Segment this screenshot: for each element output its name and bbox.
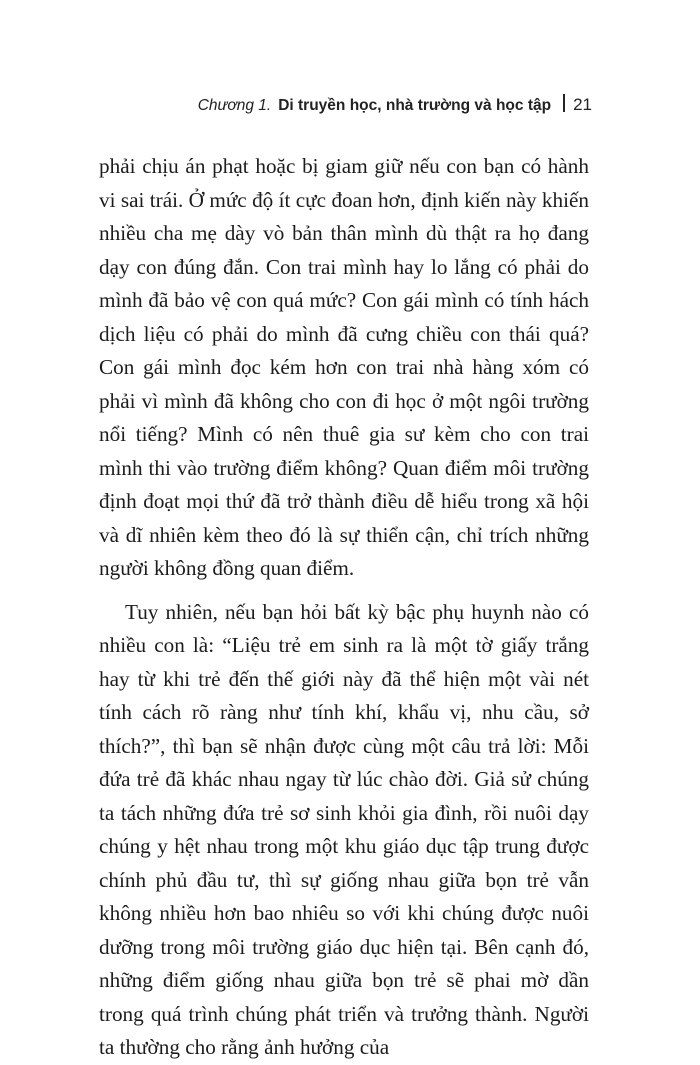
chapter-label: Chương 1.	[197, 97, 272, 114]
header-divider	[563, 94, 565, 112]
chapter-title: Di truyền học, nhà trường và học tập	[278, 97, 552, 114]
paragraph: phải chịu án phạt hoặc bị giam giữ nếu con bạn có hành vi sai trái. Ở mức độ ít cực đoan hơn, định kiến này khiến nhiều cha mẹ dày vò bản thân mình dù thật ra họ đang dạy con đúng đắn. Con trai mình hay lo lắng có phải do mình đã bảo vệ con quá mức? Con gái mình có tính hách dịch liệu có phải do mình đã cưng chiều con thái quá? Con gái mình đọc kém hơn con trai nhà hàng xóm có phải vì mình đã không cho con đi học ở một ngôi trường nổi tiếng? Mình có nên thuê gia sư kèm cho con trai mình thi vào trường điểm không? Quan điểm môi trường định đoạt mọi thứ đã trở thành điều dễ hiểu trong xã hội và dĩ nhiên kèm theo đó là sự thiển cận, chỉ trích những người không đồng quan điểm.	[99, 154, 589, 580]
running-header	[198, 92, 592, 118]
page-body	[99, 150, 589, 1065]
paragraph: Tuy nhiên, nếu bạn hỏi bất kỳ bậc phụ huynh nào có nhiều con là: “Liệu trẻ em sinh ra là một tờ giấy trắng hay từ khi trẻ đến thế giới này đã thể hiện một vài nét tính cách rõ ràng như tính khí, khẩu vị, nhu cầu, sở thích?”, thì bạn sẽ nhận được cùng một câu trả lời: Mỗi đứa trẻ đã khác nhau ngay từ lúc chào đời. Giả sử chúng ta tách những đứa trẻ sơ sinh khỏi gia đình, rồi nuôi dạy chúng y hệt nhau trong một khu giáo dục tập trung được chính phủ đầu tư, thì sự giống nhau giữa bọn trẻ vẫn không nhiều hơn bao nhiêu so với khi chúng được nuôi dưỡng trong môi trường giáo dục hiện tại. Bên cạnh đó, những điểm giống nhau giữa bọn trẻ sẽ phai mờ dần trong quá trình chúng phát triển và trưởng thành. Người ta thường cho rằng ảnh hưởng của	[99, 599, 589, 1059]
page-number: 21	[573, 95, 592, 114]
